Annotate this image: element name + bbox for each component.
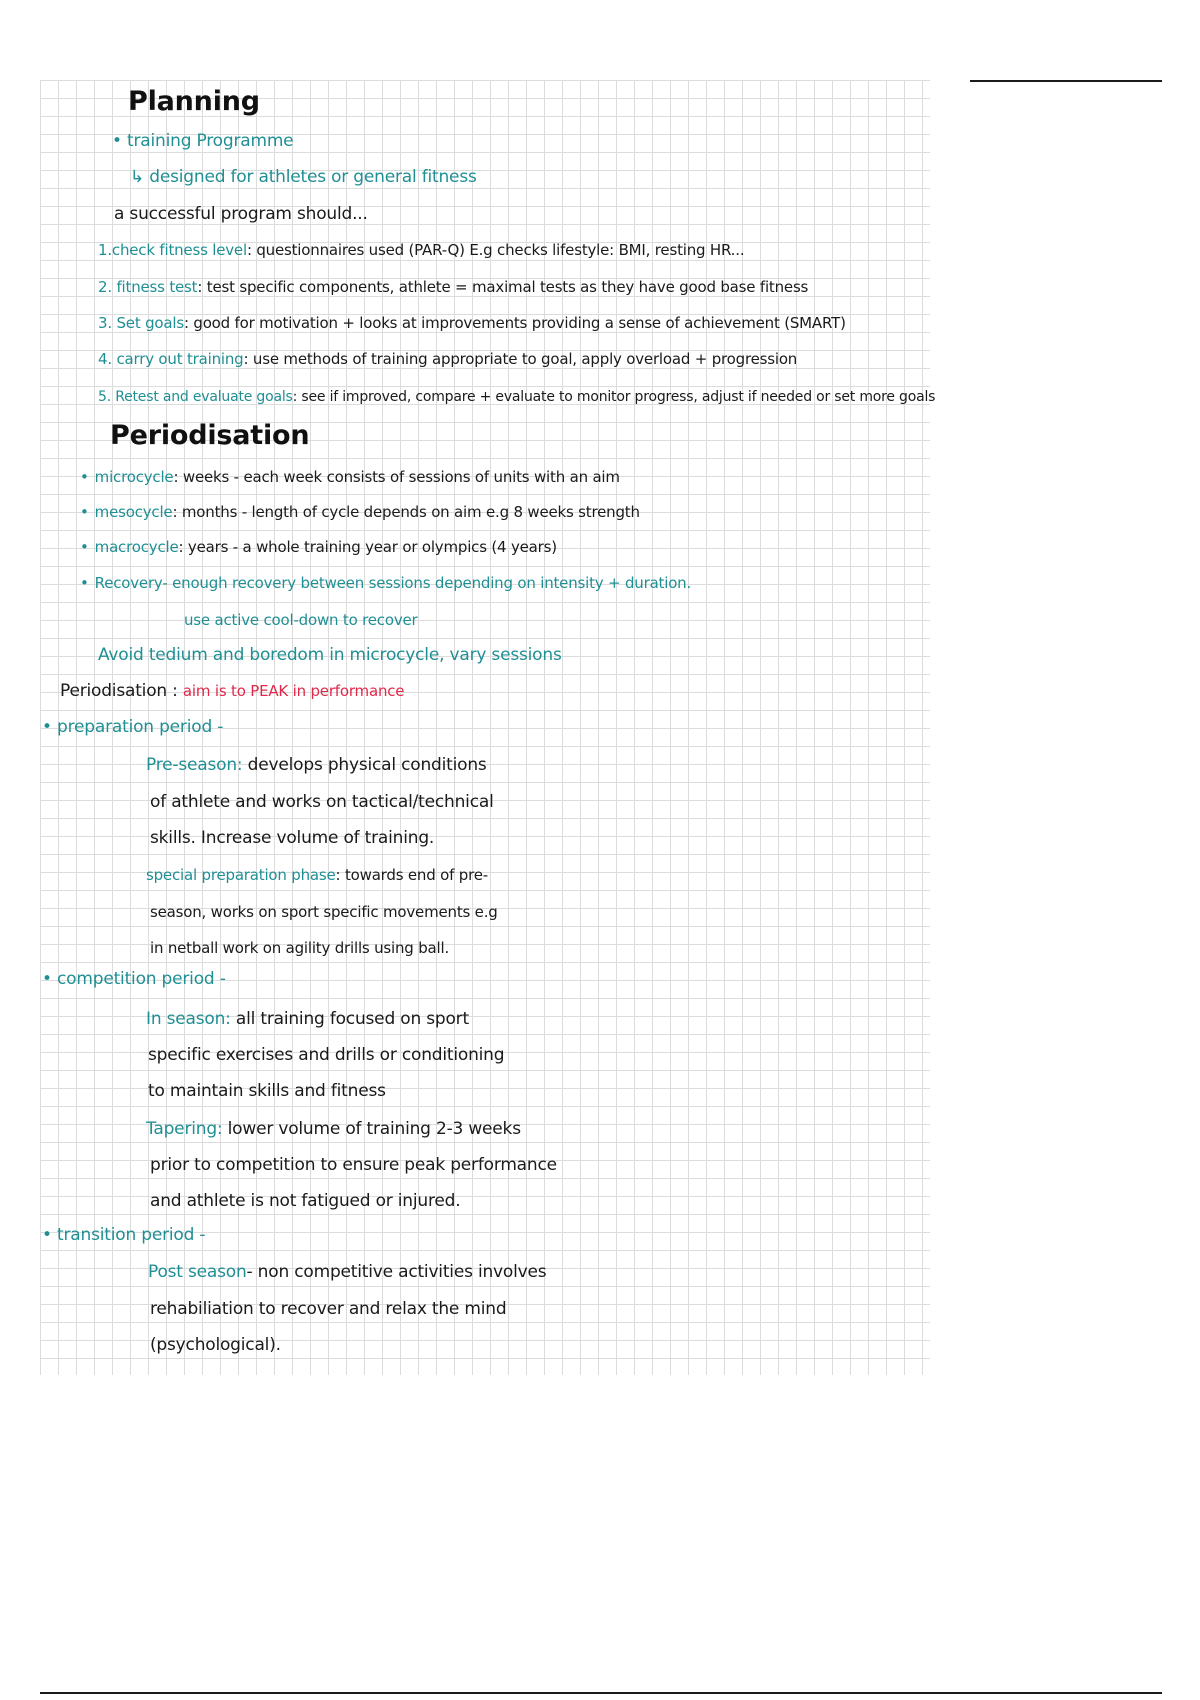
in-season-label: In season: [146,1009,231,1029]
post-season-line-1 [148,1261,546,1283]
preseason-text: develops physical conditions [242,755,487,775]
special-prep-line-2: season, works on sport specific movements e.g [150,903,498,921]
post-season-line-3: (psychological). [150,1335,281,1355]
planning-step-2 [98,276,808,298]
post-season-line-2: rehabiliation to recover and relax the mind [150,1299,507,1319]
cycle-label: macrocycle [94,538,179,556]
bullet-dot: • [80,468,89,486]
cycle-label: Recovery [94,574,163,592]
tedium-note: Avoid tedium and boredom in microcycle, vary sessions [98,645,562,665]
planning-intro: a successful program should... [114,204,368,224]
tapering-line-3: and athlete is not fatigued or injured. [150,1191,461,1211]
step-text: : good for motivation + looks at improvements providing a sense of achievement (SMART) [183,314,846,332]
step-text: : questionnaires used (PAR-Q) E.g checks lifestyle: BMI, resting HR... [246,241,745,259]
planning-step-4 [98,348,797,370]
aim-text: aim is to PEAK in performance [182,682,405,700]
tapering-text: lower volume of training 2-3 weeks [222,1119,521,1139]
post-season-text: - non competitive activities involves [246,1262,547,1282]
tapering-line-1 [146,1118,521,1140]
in-season-line-2: specific exercises and drills or conditioning [148,1045,505,1065]
post-season-label: Post season [148,1262,247,1282]
in-season-line-3: to maintain skills and fitness [148,1081,386,1101]
special-prep-line-3: in netball work on agility drills using ball. [150,939,450,957]
preseason-line-1 [146,754,487,776]
bullet-dot: • [80,503,89,521]
planning-step-3 [98,312,846,334]
cycle-label: mesocycle [94,503,173,521]
top-rule [970,80,1162,82]
transition-period-title: • transition period - [42,1225,206,1245]
cycle-macrocycle [80,536,557,558]
cycle-text: : months - length of cycle depends on aim e.g 8 weeks strength [172,503,640,521]
planning-step-5 [98,386,935,408]
step-label: 4. carry out training [98,350,244,368]
cycle-text: - enough recovery between sessions depending on intensity + duration. [162,574,692,592]
preseason-line-3: skills. Increase volume of training. [150,828,435,848]
preparation-period-title: • preparation period - [42,717,224,737]
step-label: 3. Set goals [98,314,184,332]
cycle-text: : years - a whole training year or olympics (4 years) [178,538,557,556]
cycle-label: microcycle [94,468,174,486]
cycle-text: : weeks - each week consists of sessions of units with an aim [173,468,620,486]
planning-heading: Planning [128,86,260,117]
special-prep-line-1 [146,864,488,886]
step-label: 5. Retest and evaluate goals [98,389,293,405]
preseason-label: Pre-season: [146,755,243,775]
competition-period-title: • competition period - [42,969,226,989]
planning-bullet-subnote: ↳ designed for athletes or general fitness [130,167,477,187]
special-prep-label: special preparation phase [146,866,336,884]
cycle-recovery [80,572,691,594]
step-text: : test specific components, athlete = maximal tests as they have good base fitness [197,278,809,296]
planning-bullet-training-programme: • training Programme [112,131,294,151]
planning-step-1 [98,239,744,261]
step-text: : use methods of training appropriate to goal, apply overload + progression [243,350,798,368]
in-season-line-1 [146,1008,469,1030]
recovery-subnote: use active cool-down to recover [184,611,418,629]
step-label: 2. fitness test [98,278,198,296]
tapering-label: Tapering: [146,1119,223,1139]
aim-label: Periodisation : [60,681,178,701]
in-season-text: all training focused on sport [230,1009,469,1029]
step-text: : see if improved, compare + evaluate to monitor progress, adjust if needed or set more goals [292,389,936,405]
bullet-dot: • [80,574,89,592]
periodisation-aim [60,680,404,702]
bottom-rule [40,1692,1162,1694]
step-label: 1.check fitness level [98,241,247,259]
cycle-mesocycle [80,501,640,523]
periodisation-heading: Periodisation [110,420,310,451]
bullet-dot: • [80,538,89,556]
preseason-line-2: of athlete and works on tactical/technical [150,792,494,812]
special-prep-text: : towards end of pre- [335,866,488,884]
tapering-line-2: prior to competition to ensure peak performance [150,1155,557,1175]
cycle-microcycle [80,466,620,488]
